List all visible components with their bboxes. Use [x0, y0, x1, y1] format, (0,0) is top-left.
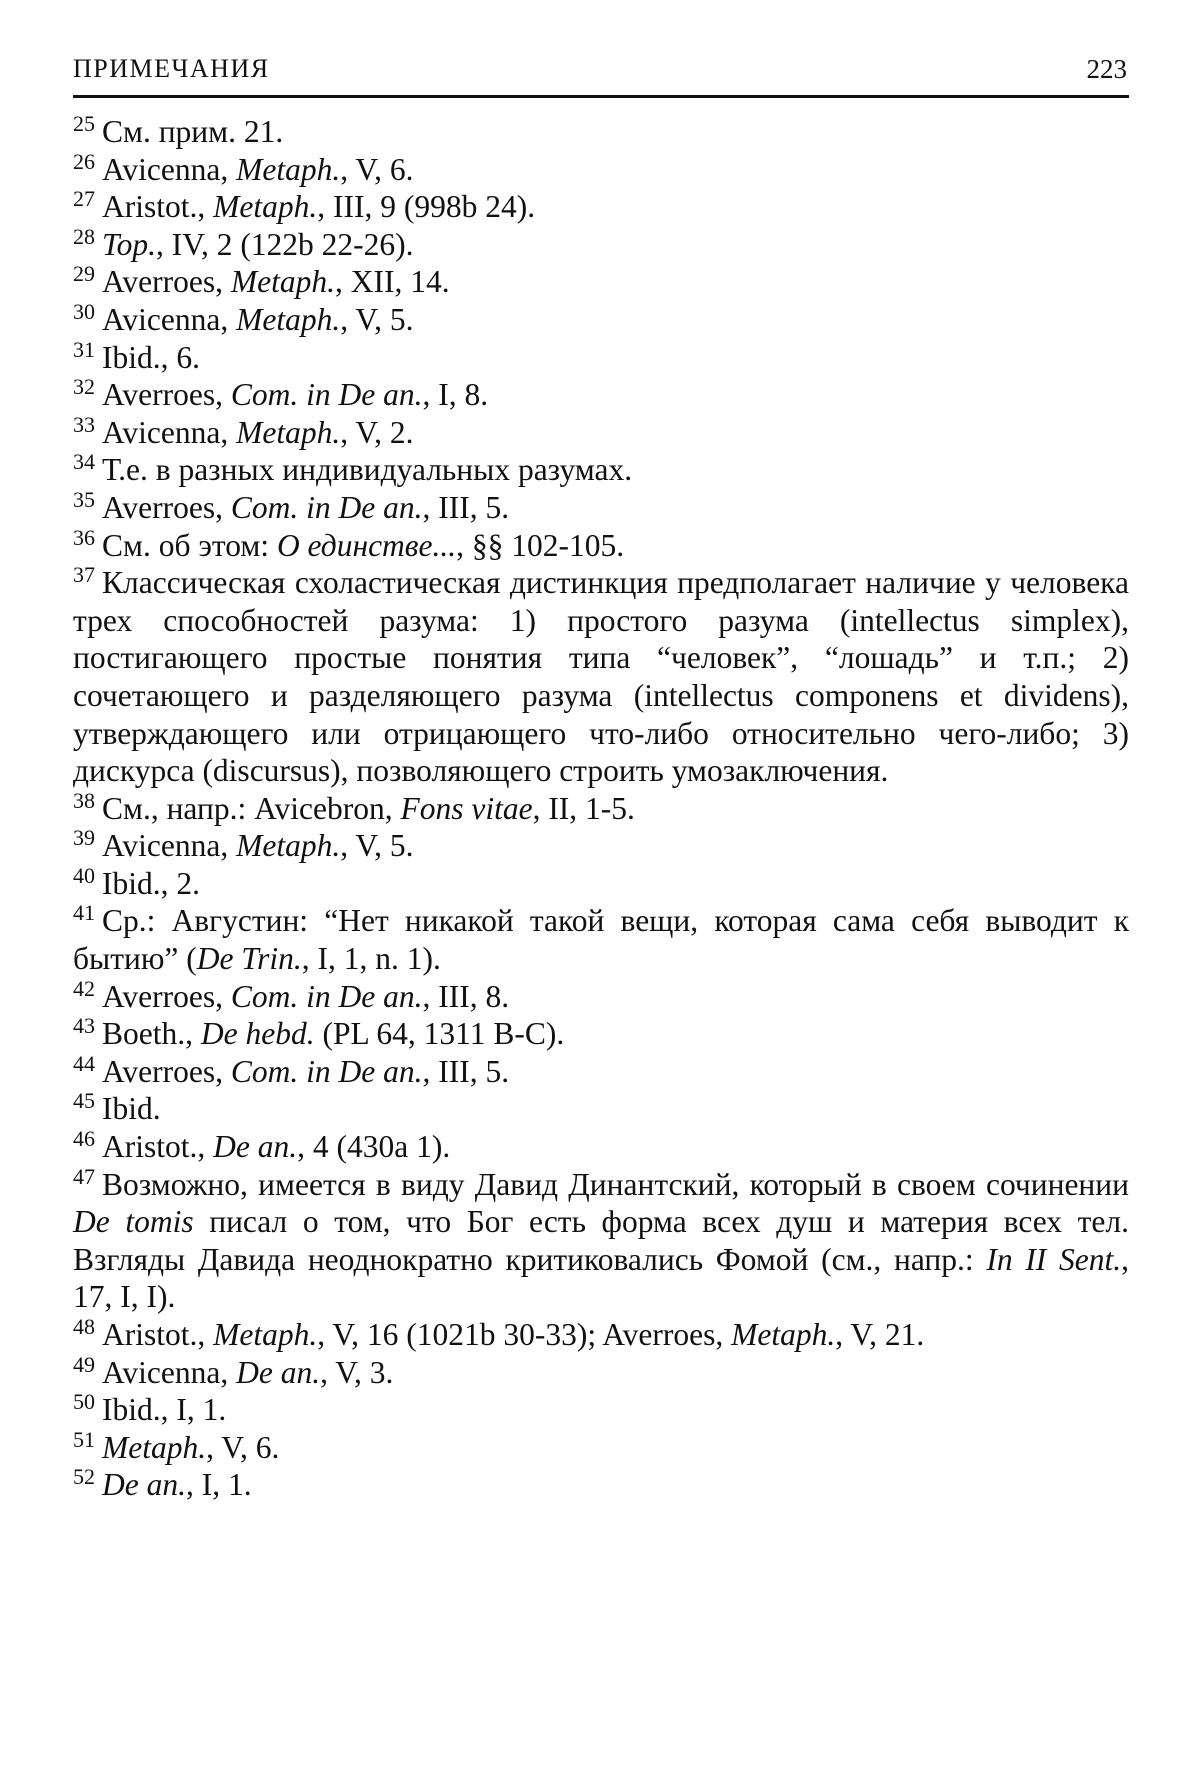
note-text: , III, 8.	[422, 978, 510, 1014]
note-number: 34	[73, 449, 95, 475]
note-37	[73, 564, 1129, 790]
note-text: , V, 6.	[340, 151, 414, 187]
page-number: 223	[1086, 54, 1127, 84]
note-number: 30	[73, 298, 95, 324]
note-text: Avicenna,	[102, 151, 237, 187]
note-42	[73, 975, 1129, 1016]
note-number: 52	[73, 1464, 95, 1490]
note-text: Ср.: Августин: “Нет никакой такой вещи, которая сама себя выводит к бытию” (	[73, 903, 1129, 977]
note-number: 42	[73, 975, 95, 1001]
note-45	[73, 1090, 1129, 1128]
note-text: Averroes,	[102, 489, 231, 525]
note-text: (PL 64, 1311 B-C).	[314, 1016, 565, 1052]
note-text: Возможно, имеется в виду Давид Динантский, который в своем сочинении	[102, 1166, 1129, 1202]
note-italic-text: Com. in De an.	[230, 377, 423, 413]
note-italic-text: De an.	[102, 1467, 186, 1503]
note-number: 32	[73, 374, 95, 400]
note-32	[73, 376, 1129, 414]
note-39	[73, 827, 1129, 865]
note-number: 29	[73, 261, 95, 287]
note-text: Aristot.,	[102, 1129, 214, 1165]
note-26	[73, 148, 1129, 189]
note-number: 36	[73, 524, 95, 550]
note-italic-text: Com. in De an.	[230, 978, 423, 1014]
note-36	[73, 524, 1129, 565]
note-italic-text: Top.	[102, 226, 157, 262]
note-text: , V, 3.	[320, 1354, 394, 1390]
header-rule	[73, 95, 1129, 98]
note-text: , V, 6.	[206, 1429, 280, 1465]
note-italic-text: Metaph.	[102, 1429, 207, 1465]
note-text: , III, 5.	[422, 489, 510, 525]
note-text: , 17, I, I).	[73, 1241, 1130, 1315]
running-head-title: ПРИМЕЧАНИЯ	[73, 54, 270, 83]
note-text: , I, 1.	[185, 1467, 252, 1503]
note-text: Ibid., 6.	[102, 339, 200, 375]
note-text: Т.е. в разных индивидуальных разумах.	[102, 452, 633, 488]
note-italic-text: Metaph.	[236, 414, 341, 450]
note-text: , V, 16 (1021b 30-33); Averroes,	[317, 1317, 732, 1352]
note-number: 37	[73, 562, 95, 588]
note-text: , IV, 2 (122b 22-26).	[156, 226, 414, 262]
note-25	[73, 113, 1129, 151]
note-italic-text: In II Sent.	[986, 1241, 1122, 1277]
note-italic-text: Com. in De an.	[230, 1053, 423, 1089]
note-italic-text: Metaph.	[213, 1317, 318, 1352]
note-italic-text: Fons vitae	[400, 790, 533, 826]
note-28	[73, 223, 1129, 264]
note-text: См. прим. 21.	[102, 114, 284, 149]
note-text: , V, 2.	[340, 414, 414, 450]
note-text: Avicenna,	[102, 828, 237, 864]
note-text: Averroes,	[102, 377, 231, 413]
note-33	[73, 411, 1129, 452]
note-number: 41	[73, 900, 95, 926]
note-text: Классическая схоластическая дистинкция предполагает наличие у человека трех способностей разума: 1) простого разума (intellectus simplex), постигающего простые понятия типа “человек”, “лошадь” и т.п.; 2) сочетающего и разделяющего разума (intellectus componens et dividens), утверждающего или отрицающего что-либо относительно чего-либо; 3) дискурса (discursus), позволяющего строить умозаключения.	[73, 565, 1129, 789]
note-number: 50	[73, 1389, 95, 1415]
note-number: 33	[73, 411, 95, 437]
note-text: , XII, 14.	[334, 264, 450, 300]
note-number: 48	[73, 1314, 95, 1339]
note-number: 39	[73, 825, 95, 851]
notes-list	[73, 113, 1129, 1504]
note-text: Averroes,	[102, 978, 231, 1014]
note-text: Avicenna,	[102, 301, 237, 337]
note-51	[73, 1426, 1129, 1467]
note-41	[73, 902, 1129, 977]
note-italic-text: Metaph.	[236, 301, 341, 337]
note-number: 43	[73, 1013, 95, 1039]
note-number: 28	[73, 223, 95, 249]
note-35	[73, 486, 1129, 527]
note-text: , 4 (430a 1).	[297, 1129, 451, 1165]
note-italic-text: Metaph.	[213, 189, 318, 225]
note-number: 26	[73, 148, 95, 174]
note-text: , V, 5.	[340, 301, 414, 337]
note-text: Ibid.	[102, 1091, 161, 1127]
note-31	[73, 336, 1129, 377]
note-number: 40	[73, 862, 95, 888]
note-40	[73, 862, 1129, 903]
note-29	[73, 263, 1129, 301]
note-text: Ibid., 2.	[102, 865, 200, 901]
note-text: , V, 5.	[340, 828, 414, 864]
running-head	[73, 48, 1129, 98]
note-44	[73, 1050, 1129, 1091]
note-43	[73, 1015, 1129, 1053]
note-text: Aristot.,	[102, 1317, 214, 1352]
note-30	[73, 298, 1129, 339]
note-48	[73, 1316, 1129, 1354]
note-italic-text: Com. in De an.	[230, 489, 423, 525]
note-text: , III, 5.	[422, 1053, 510, 1089]
note-number: 25	[73, 111, 95, 136]
note-italic-text: Metaph.	[236, 151, 341, 187]
note-text: писал о том, что Бог есть форма всех душ и материя всех тел. Взгляды Давида неоднократно критиковались Фомой (см., напр.:	[73, 1204, 1130, 1277]
note-number: 27	[73, 186, 95, 212]
note-number: 31	[73, 336, 95, 362]
note-text: , II, 1-5.	[532, 790, 635, 826]
note-number: 46	[73, 1126, 95, 1152]
note-text: Avicenna,	[102, 414, 237, 450]
note-italic-text: Metaph.	[236, 828, 341, 864]
note-number: 38	[73, 787, 95, 813]
note-text: Boeth.,	[102, 1016, 201, 1052]
note-number: 49	[73, 1351, 95, 1377]
note-text: Aristot.,	[102, 189, 214, 225]
note-italic-text: De an.	[236, 1354, 321, 1390]
note-38	[73, 787, 1129, 828]
note-text: Averroes,	[102, 264, 231, 300]
note-italic-text: De hebd.	[200, 1016, 315, 1052]
note-italic-text: О единстве...	[276, 527, 457, 563]
note-34	[73, 451, 1129, 489]
note-number: 51	[73, 1426, 95, 1452]
note-text: См. об этом:	[102, 527, 277, 563]
note-text: , §§ 102-105.	[456, 527, 625, 563]
note-number: 47	[73, 1163, 95, 1189]
note-italic-text: De an.	[213, 1129, 298, 1165]
note-text: , V, 21.	[835, 1317, 925, 1352]
note-text: Averroes,	[102, 1053, 231, 1089]
note-27	[73, 188, 1129, 226]
note-text: См., напр.: Avicebron,	[102, 790, 401, 826]
note-number: 35	[73, 486, 95, 512]
note-italic-text: Metaph.	[731, 1317, 836, 1352]
note-text: Avicenna,	[102, 1354, 237, 1390]
note-text: , I, 1, n. 1).	[301, 941, 441, 977]
note-text: , I, 8.	[422, 377, 489, 413]
note-46	[73, 1128, 1129, 1166]
note-47	[73, 1163, 1130, 1316]
note-50	[73, 1391, 1129, 1429]
note-italic-text: De Trin.	[196, 941, 302, 977]
note-49	[73, 1351, 1129, 1392]
note-text: , III, 9 (998b 24).	[317, 189, 536, 225]
note-italic-text: De tomis	[73, 1204, 194, 1240]
note-number: 45	[73, 1088, 95, 1114]
note-52	[73, 1466, 1129, 1504]
note-italic-text: Metaph.	[230, 264, 335, 300]
note-number: 44	[73, 1050, 95, 1076]
note-text: Ibid., I, 1.	[102, 1392, 227, 1428]
